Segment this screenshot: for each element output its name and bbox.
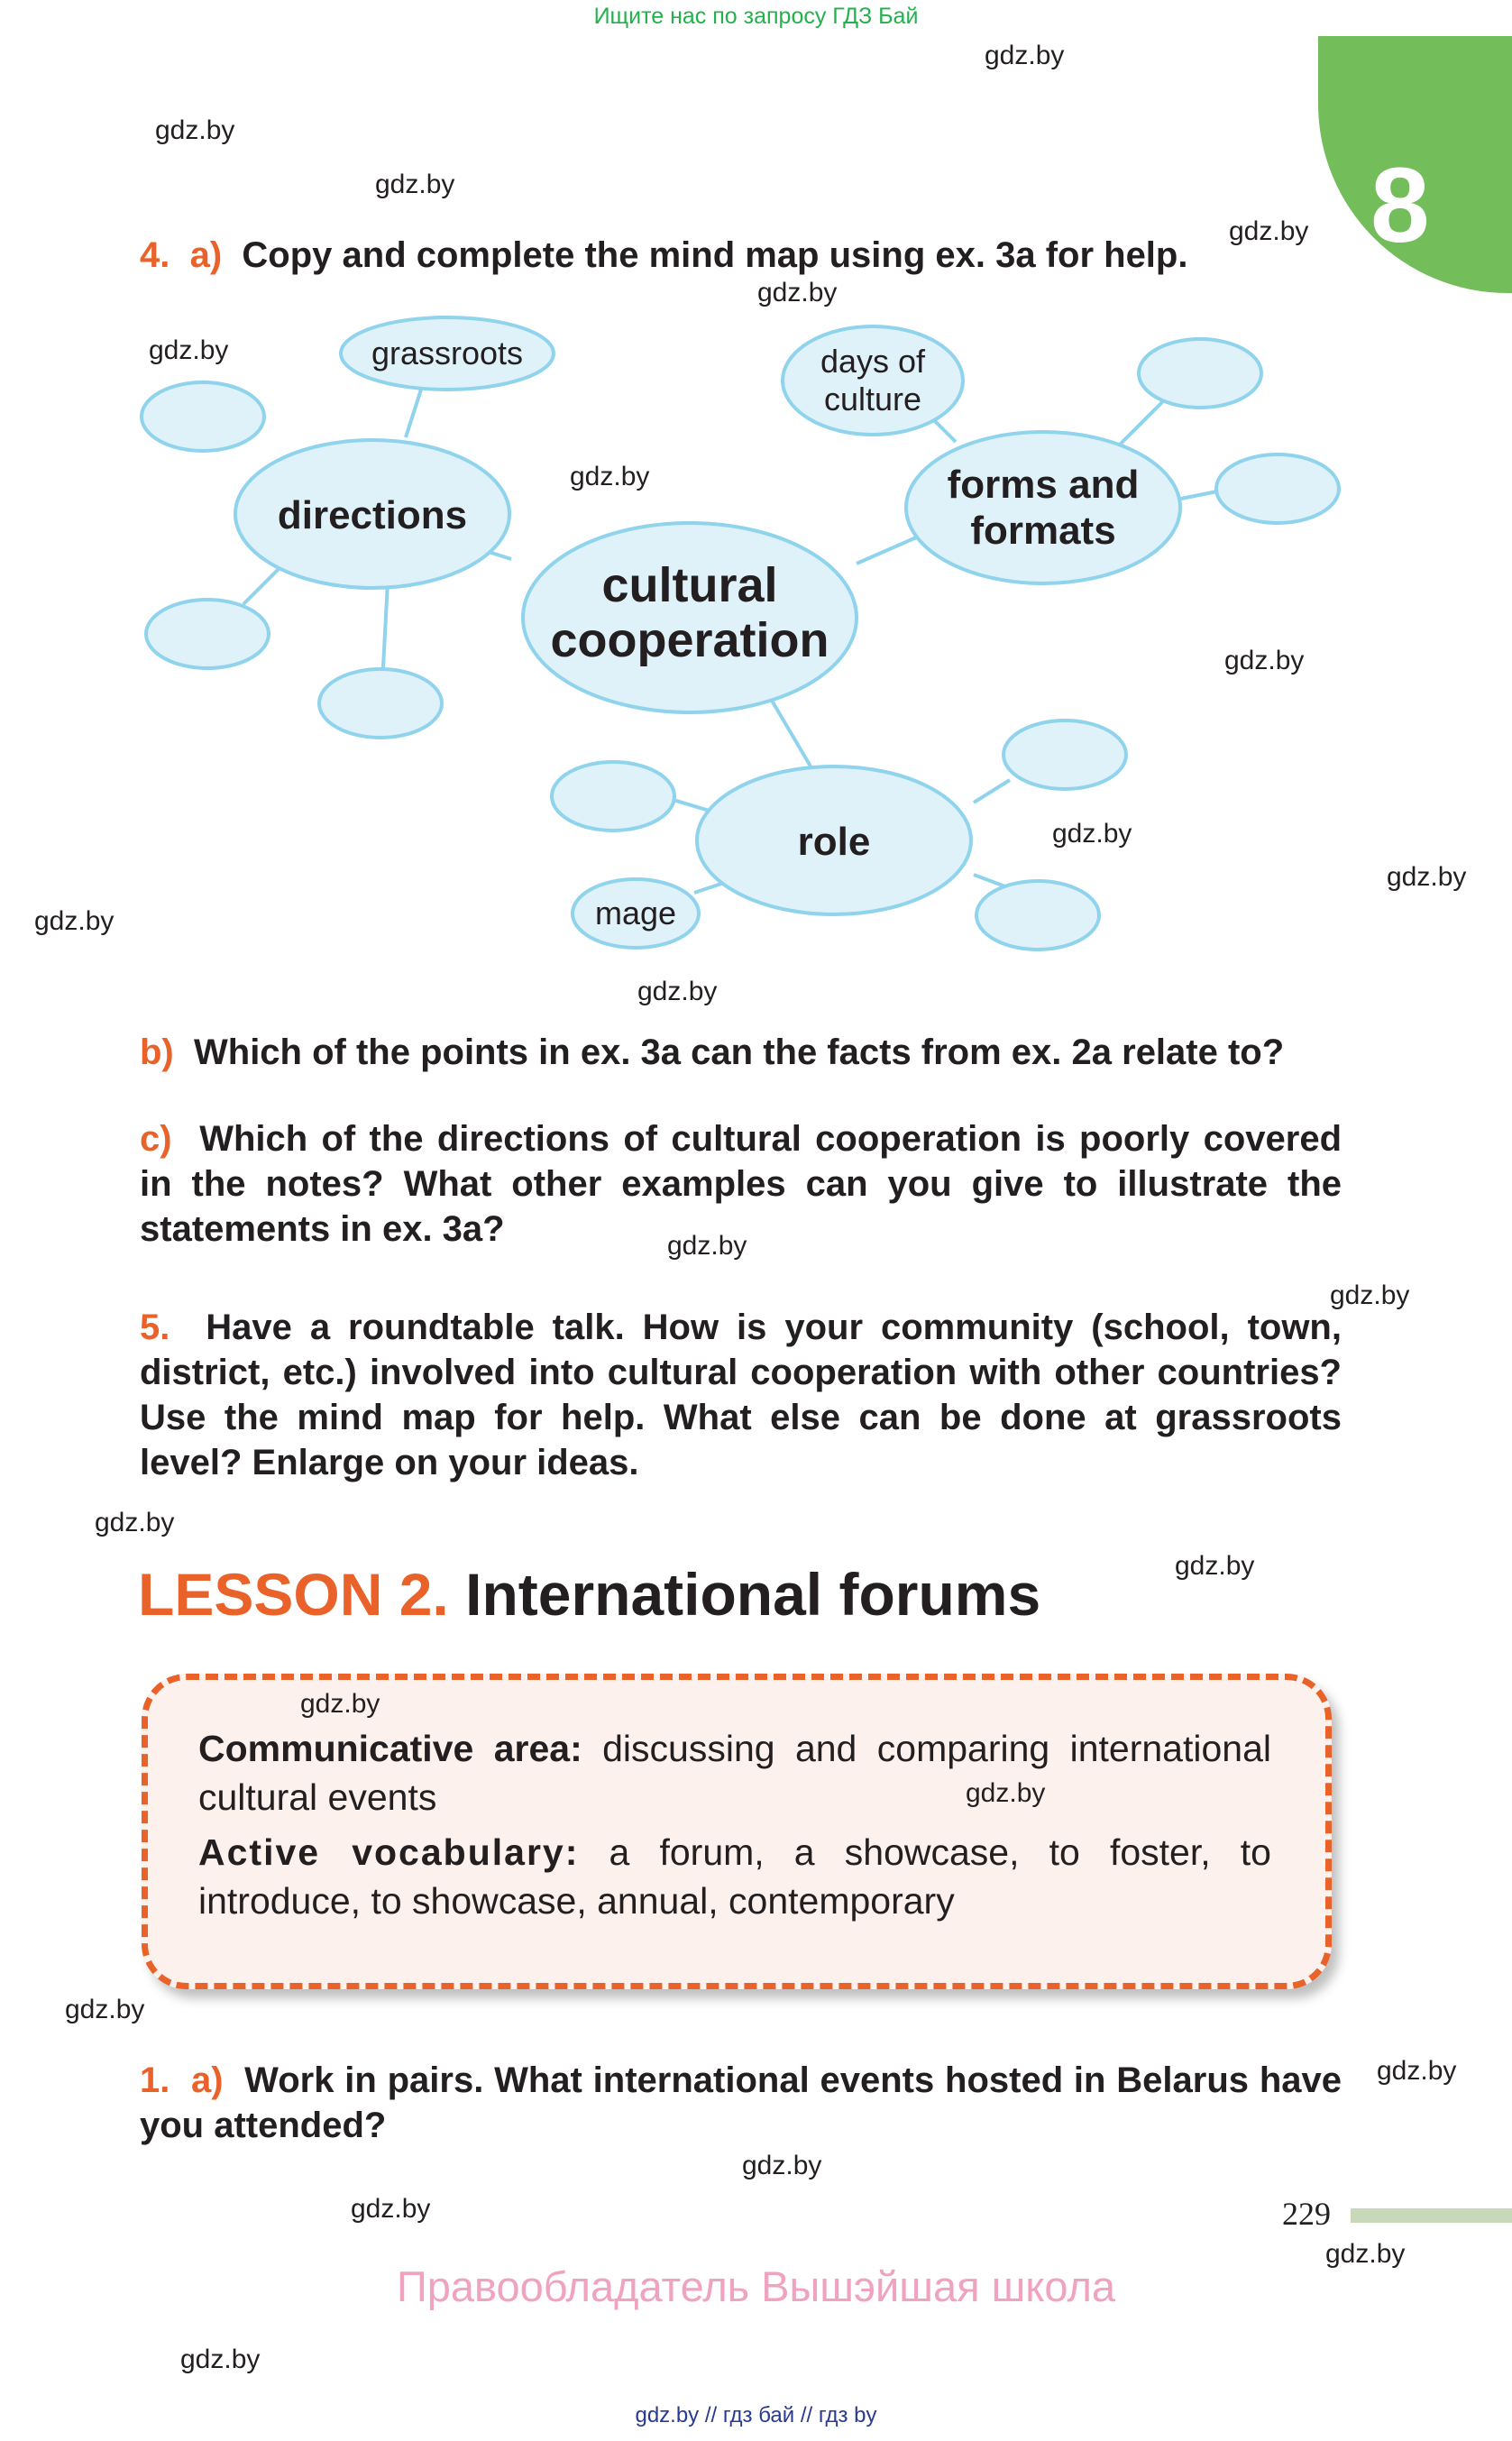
bottom-banner: gdz.by // гдз бай // гдз by <box>635 2403 877 2427</box>
watermark: gdz.by <box>1387 862 1467 892</box>
map-grassroots: grassroots <box>371 335 524 372</box>
top-banner: Ищите нас по запросу ГДЗ Бай <box>593 4 919 29</box>
watermark: gdz.by <box>966 1778 1046 1808</box>
watermark: gdz.by <box>985 41 1065 70</box>
exercise-5 <box>140 1305 1342 1485</box>
rights-holder: Правообладатель Вышэйшая школа <box>396 2262 1116 2310</box>
watermark: gdz.by <box>1229 216 1309 246</box>
exercise-5-number: 5. <box>140 1308 170 1347</box>
watermark: gdz.by <box>180 2345 261 2374</box>
communicative-area-text: discussing and comparing international cultural events <box>198 1728 1271 1818</box>
watermark: gdz.by <box>757 278 838 307</box>
watermark: gdz.by <box>155 115 235 145</box>
watermark: gdz.by <box>95 1508 175 1537</box>
map-days-line1: days of <box>820 343 926 380</box>
exercise-1a-text: Work in pairs. What international events hosted in Belarus have you attended? <box>140 2060 1342 2145</box>
exercise-4b-letter: b) <box>140 1032 174 1072</box>
lesson-title: International forums <box>465 1561 1041 1628</box>
watermark: gdz.by <box>1325 2239 1406 2269</box>
watermark: gdz.by <box>300 1689 380 1719</box>
exercise-5-text: Have a roundtable talk. How is your community (school, town, district, etc.) involved into cultural cooperation with other countries? Use the mind map for help. What else can be done at grassroots level? Enlarge on your ideas. <box>140 1308 1342 1482</box>
exercise-1-number: 1. <box>140 2060 170 2100</box>
watermark: gdz.by <box>1052 819 1132 849</box>
watermark: gdz.by <box>1224 646 1305 675</box>
exercise-4b <box>140 1030 1402 1075</box>
active-vocabulary-label: Active vocabulary: <box>198 1831 580 1873</box>
watermark: gdz.by <box>570 462 650 491</box>
watermark: gdz.by <box>351 2194 431 2224</box>
map-forms-line1: forms and <box>947 463 1140 507</box>
communicative-area-label: Communicative area: <box>198 1728 582 1769</box>
watermark: gdz.by <box>34 906 115 936</box>
watermark: gdz.by <box>637 977 718 1006</box>
communicative-area <box>198 1724 1271 1822</box>
watermark: gdz.by <box>742 2151 822 2180</box>
active-vocabulary-text: a forum, a showcase, to foster, to introduce, to showcase, annual, contemporary <box>198 1831 1271 1922</box>
watermark: gdz.by <box>375 170 455 199</box>
map-days-line2: culture <box>823 381 922 418</box>
map-center-line2: cooperation <box>550 613 829 667</box>
watermark: gdz.by <box>1175 1551 1255 1581</box>
exercise-1a-letter: a) <box>190 2060 224 2100</box>
exercise-4b-text: Which of the points in ex. 3a can the facts from ex. 2a relate to? <box>194 1032 1285 1072</box>
exercise-4c-text: Which of the directions of cultural cooperation is poorly covered in the notes? What other examples can you give to illustrate the statements in ex. 3a? <box>140 1119 1342 1249</box>
exercise-4a-letter: a) <box>189 235 223 275</box>
map-role: role <box>797 820 871 864</box>
exercise-4-number: 4. <box>140 235 170 275</box>
map-directions: directions <box>277 493 468 537</box>
watermark: gdz.by <box>65 1995 145 2024</box>
exercise-1a <box>140 2058 1342 2148</box>
exercise-4c-letter: c) <box>140 1119 172 1159</box>
map-center-line1: cultural <box>601 558 778 612</box>
chapter-number: 8 <box>1370 146 1430 265</box>
lesson-label: LESSON 2. <box>138 1561 449 1628</box>
watermark: gdz.by <box>1330 1280 1410 1310</box>
lesson-heading <box>138 1560 1040 1629</box>
map-forms-line2: formats <box>970 509 1116 553</box>
page-number-bar <box>1351 2208 1512 2223</box>
page-number: 229 <box>1282 2196 1331 2232</box>
watermark: gdz.by <box>667 1231 747 1261</box>
exercise-4a-text: Copy and complete the mind map using ex. 3a for help. <box>242 235 1188 275</box>
watermark: gdz.by <box>149 335 229 365</box>
watermark: gdz.by <box>1377 2056 1457 2086</box>
mind-map <box>0 0 1512 1010</box>
active-vocabulary <box>198 1828 1271 1925</box>
map-mage: mage <box>594 895 677 931</box>
